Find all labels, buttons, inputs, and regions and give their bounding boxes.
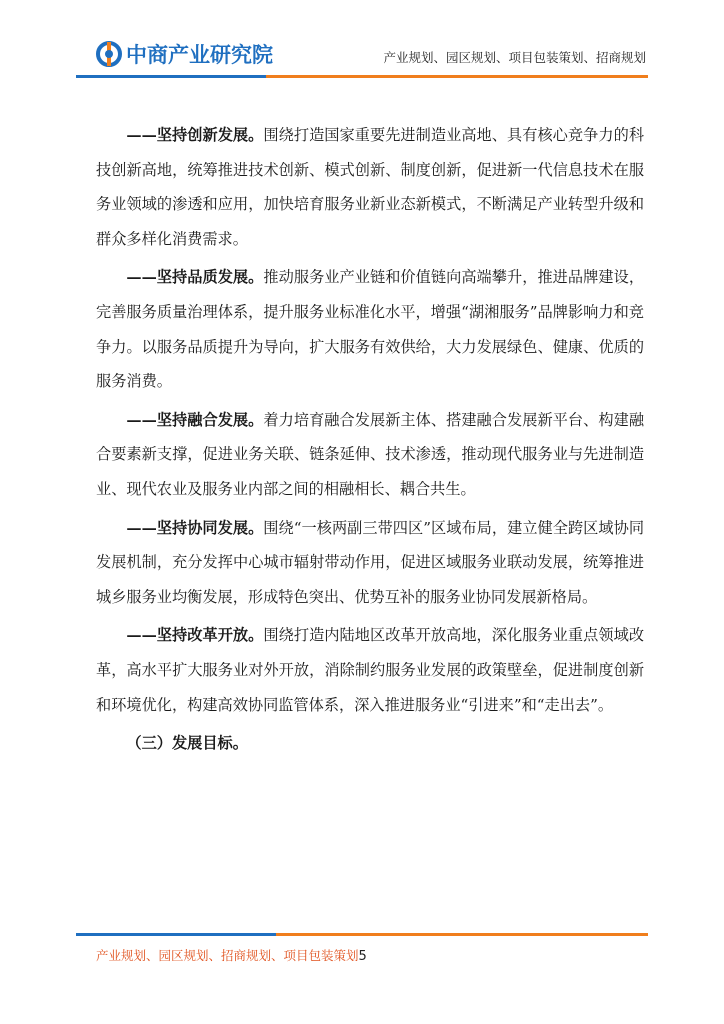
paragraph-innovation [96,118,644,256]
paragraph-body: 围绕“一核两副三带四区”区域布局，建立健全跨区域协同发展机制，充分发挥中心城市辐射带动作用，促进区域服务业联动发展，统筹推进城乡服务业均衡发展，形成特色突出、优势互补的服务业协同发展新格局。 [96,518,645,606]
paragraph-quality [96,260,644,398]
page-number: 5 [358,949,367,964]
page-header [0,0,724,82]
header-divider-orange [266,75,648,78]
header-divider-blue [76,75,266,78]
paragraph-coordination [96,511,644,615]
page-footer [96,946,367,964]
logo [96,40,273,68]
logo-text: 中商产业研究院 [126,43,273,67]
paragraph-lead: ——坚持协同发展。 [126,518,264,537]
paragraph-lead: ——坚持改革开放。 [126,626,264,645]
paragraph-lead: ——坚持融合发展。 [126,410,264,429]
paragraph-body: 推动服务业产业链和价值链向高端攀升，推进品牌建设，完善服务质量治理体系，提升服务业标准化水平，增强“湖湘服务”品牌影响力和竞争力。以服务品质提升为导向，扩大服务有效供给，大力发展绿色、健康、优质的服务消费。 [96,268,645,391]
paragraph-body: 着力培育融合发展新主体、搭建融合发展新平台、构建融合要素新支撑，促进业务关联、链条延伸、技术渗透，推动现代服务业与先进制造业、现代农业及服务业内部之间的相融相长、耦合共生。 [96,410,645,498]
paragraph-lead: ——坚持品质发展。 [126,268,264,287]
section-heading: （三）发展目标。 [126,734,248,753]
paragraph-reform [96,618,644,722]
footer-divider-blue [76,933,276,936]
footer-text: 产业规划、园区规划、招商规划、项目包装策划 [96,948,359,963]
paragraph-body: 围绕打造国家重要先进制造业高地、具有核心竞争力的科技创新高地，统筹推进技术创新、模式创新、制度创新，促进新一代信息技术在服务业领域的渗透和应用，加快培育服务业新业态新模式，不断满足产业转型升级和群众多样化消费需求。 [96,126,645,248]
header-tagline: 产业规划、园区规划、项目包装策划、招商规划 [383,50,646,65]
footer-divider-orange [276,933,648,936]
paragraph-integration [96,403,644,507]
paragraph-body: 围绕打造内陆地区改革开放高地，深化服务业重点领域改革，高水平扩大服务业对外开放，消除制约服务业发展的政策壁垒，促进制度创新和环境优化，构建高效协同监管体系，深入推进服务业“引进来”和“走出去”。 [96,626,645,714]
paragraph-lead: ——坚持创新发展。 [126,126,264,144]
logo-mark-icon [96,41,122,67]
document-body [96,118,644,761]
